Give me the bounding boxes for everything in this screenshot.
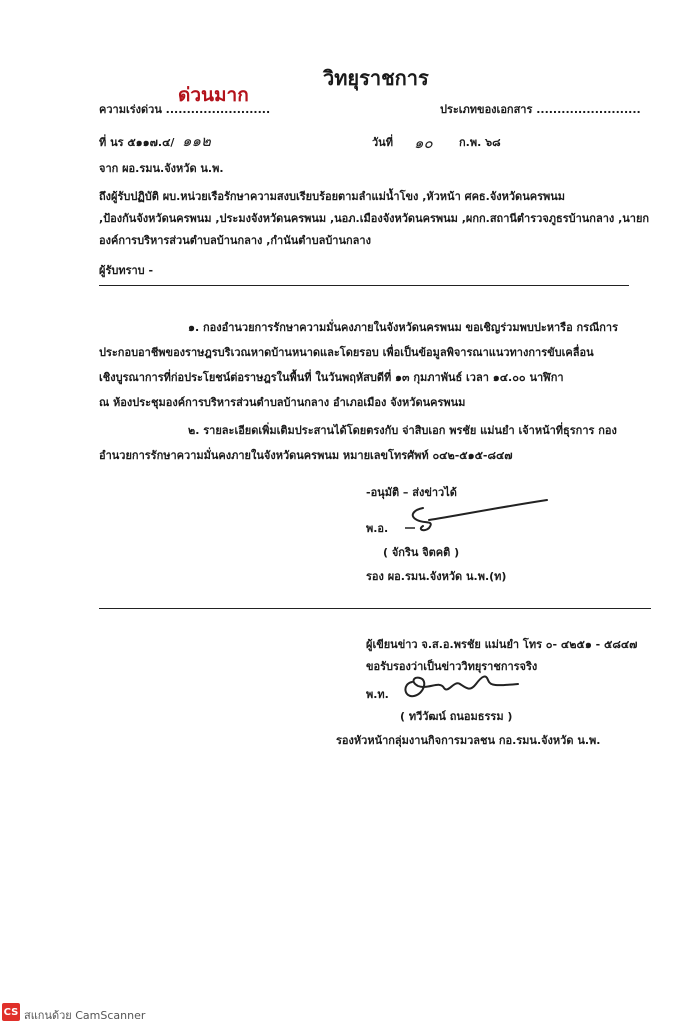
approver-name: ( จักริน จิตคติ ) [383, 546, 460, 559]
date-month-year: ก.พ. ๖๘ [459, 136, 501, 149]
header-divider [99, 285, 629, 286]
to-line-3: องค์การบริหารส่วนตำบลบ้านกลาง ,กำนันตำบลบ้านกลาง [99, 234, 371, 247]
certifier-name: ( ทวีวัฒน์ ถนอมธรรม ) [400, 710, 513, 723]
date-label: วันที่ [372, 136, 393, 149]
urgency-label: ความเร่งด่วน ......................... [99, 103, 271, 116]
to-line-2: ,ป้องกันจังหวัดนครพนม ,ประมงจังหวัดนครพนม ,นอภ.เมืองจังหวัดนครพนม ,ผกก.สถานีตำรวจภูธรบ้านกลาง ,นายก [99, 212, 650, 225]
paragraph-1-line-1: ๑. กองอำนวยการรักษาความมั่นคงภายในจังหวัดนครพนม ขอเชิญร่วมพบปะหารือ กรณีการ [188, 321, 619, 334]
certifier-rank: พ.ท. [366, 688, 389, 701]
footer-divider [99, 608, 651, 609]
paragraph-1-line-3: เชิงบูรณาการที่ก่อประโยชน์ต่อราษฎรในพื้นที่ ในวันพฤหัสบดีที่ ๑๓ กุมภาพันธ์ เวลา ๑๔.๐๐ นาฬิกา [99, 371, 564, 384]
approver-position: รอง ผอ.รมน.จังหวัด น.พ.(ท) [366, 570, 507, 583]
camscanner-text: สแกนด้วย CamScanner [24, 1009, 146, 1022]
certifier-position: รองหัวหน้ากลุ่มงานกิจการมวลชน กอ.รมน.จังหวัด น.พ. [336, 734, 601, 747]
approver-rank: พ.อ. [366, 522, 389, 535]
certifier-signature [398, 670, 523, 704]
paragraph-1-line-4: ณ ห้องประชุมองค์การบริหารส่วนตำบลบ้านกลาง อำเภอเมือง จังหวัดนครพนม [99, 396, 466, 409]
document-title: วิทยุราชการ [323, 66, 429, 90]
urgency-stamp: ด่วนมาก [178, 84, 249, 106]
doc-type-label: ประเภทของเอกสาร ......................... [440, 103, 641, 116]
reference-number: ๑๑๒ [182, 132, 211, 150]
reference-label: ที่ นร ๕๑๑๗.๔/ [99, 136, 175, 149]
certify-line: ขอรับรองว่าเป็นข่าววิทยุราชการจริง [366, 660, 538, 673]
from-line: จาก ผอ.รมน.จังหวัด น.พ. [99, 162, 224, 175]
writer-line: ผู้เขียนข่าว จ.ส.อ.พรชัย แม่นยำ โทร ๐- ๔๒๕๑ - ๕๘๔๗ [366, 638, 638, 651]
approver-signature [395, 498, 555, 538]
cc-line: ผู้รับทราบ - [99, 264, 154, 277]
to-line-1: ถึงผู้รับปฏิบัติ ผบ.หน่วยเรือรักษาความสงบเรียบร้อยตามลำแม่น้ำโขง ,หัวหน้า ศคธ.จังหวัดนครพนม [99, 190, 566, 203]
paragraph-2-line-2: อำนวยการรักษาความมั่นคงภายในจังหวัดนครพนม หมายเลขโทรศัพท์ ๐๔๒-๕๑๕-๘๔๗ [99, 449, 513, 462]
paragraph-2-line-1: ๒. รายละเอียดเพิ่มเติมประสานได้โดยตรงกับ จ่าสิบเอก พรชัย แม่นยำ เจ้าหน้าที่ธุรการ กอง [188, 424, 617, 437]
paragraph-1-line-2: ประกอบอาชีพของราษฎรบริเวณหาดบ้านหนาดและโดยรอบ เพื่อเป็นข้อมูลพิจารณาแนวทางการขับเคลื่อน [99, 346, 594, 359]
approval-note: -อนุมัติ – ส่งข่าวได้ [366, 486, 457, 499]
camscanner-logo: CS [2, 1003, 20, 1021]
date-day: ๑๐ [414, 134, 433, 152]
